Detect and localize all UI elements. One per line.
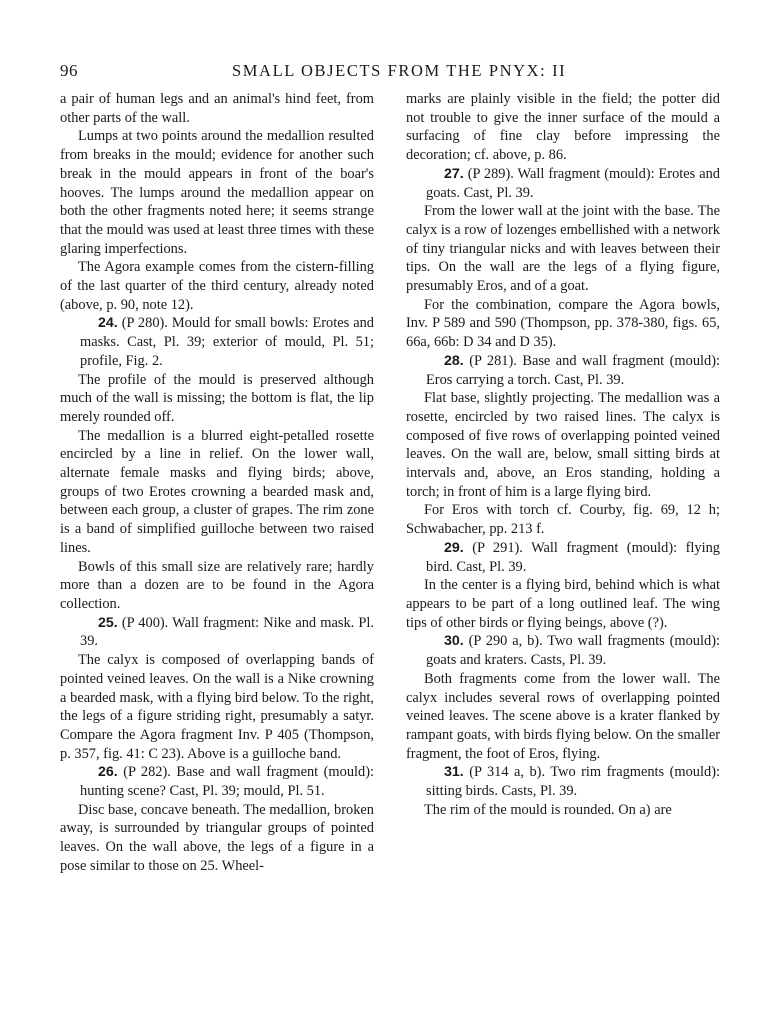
entry-27-number: 27.	[444, 165, 464, 182]
entry-27-title: (P 289). Wall fragment (mould): Erotes and goats. Cast, Pl. 39.	[426, 165, 720, 201]
entry-27-paragraph-1: From the lower wall at the joint with the base. The calyx is a row of lozenges embellished with a network of tiny triangular nicks and with leaves between their tips. On the wall are the legs of a flying figure, presumably Eros, and of a goat.	[406, 203, 720, 295]
entry-25-heading	[60, 614, 374, 651]
entry-29-title: (P 291). Wall fragment (mould): flying bird. Cast, Pl. 39.	[426, 539, 720, 575]
entry-30-paragraph-1: Both fragments come from the lower wall. The calyx includes several rows of overlapping pointed veined leaves. The scene above is a krater flanked by rampant goats, with birds flying below. On the smaller fragment, the foot of Eros, flying.	[406, 670, 721, 762]
entry-24-paragraph-3: Bowls of this small size are relatively rare; hardly more than a dozen are to be found in the Agora collection.	[60, 558, 374, 612]
entry-24-number: 24.	[98, 315, 118, 332]
page-header	[0, 61, 777, 83]
entry-30-number: 30.	[444, 633, 464, 650]
entry-28-number: 28.	[444, 352, 464, 369]
entry-28-heading	[406, 352, 720, 389]
paragraph-lumps: Lumps at two points around the medallion resulted from breaks in the mould; evidence for another such break in the mould appears in front of the boar's hooves. The lumps around the medallion appear on both the other fragments noted here; it seems strange that the mould was used at least three times with these glaring imperfections.	[60, 128, 374, 257]
entry-24-paragraph-2: The medallion is a blurred eight-petalled rosette encircled by a line in relief. On the lower wall, alternate female masks and flying birds; above, groups of two Erotes crowning a bearded mask and, between each group, a cluster of grapes. The rim zone is a band of simplified guilloche between two raised lines.	[60, 427, 374, 556]
entry-31-title: (P 314 a, b). Two rim fragments (mould): sitting birds. Casts, Pl. 39.	[426, 764, 720, 800]
entry-29-heading	[406, 539, 720, 576]
entry-25-paragraph-1: The calyx is composed of overlapping bands of pointed veined leaves. On the wall is a Nike crowning a bearded mask, with a flying bird below. To the right, the legs of a figure striding right, presumably a satyr. Compare the Agora fragment Inv. P 405 (Thompson, p. 357, fig. 41: C 23). Above is a guilloche band.	[60, 652, 374, 762]
entry-26-heading	[60, 763, 374, 800]
entry-27-heading	[406, 165, 720, 202]
entry-25-title: (P 400). Wall fragment: Nike and mask. Pl. 39.	[80, 614, 374, 650]
paragraph-continued: a pair of human legs and an animal's hind feet, from other parts of the wall.	[60, 91, 374, 126]
entry-26-paragraph-1: Disc base, concave beneath. The medallion, broken away, is surrounded by triangular groups of pointed leaves. On the wall above, the legs of a figure in a pose similar to those on 25. Wheel-	[60, 801, 374, 874]
entry-29-number: 29.	[444, 539, 464, 556]
running-title: SMALL OBJECTS FROM THE PNYX: II	[232, 61, 567, 80]
entry-26-number: 26.	[98, 764, 118, 781]
entry-28-paragraph-2: For Eros with torch cf. Courby, fig. 69, 12 h; Schwabacher, pp. 213 f.	[406, 502, 720, 538]
entry-30-title: (P 290 a, b). Two wall fragments (mould): goats and kraters. Casts, Pl. 39.	[426, 633, 720, 669]
paragraph-agora: The Agora example comes from the cistern-filling of the last quarter of the third century, already noted (above, p. 90, note 12).	[60, 259, 374, 313]
entry-24-paragraph-1: The profile of the mould is preserved although much of the wall is missing; the bottom is flat, the lip merely rounded off.	[60, 371, 374, 425]
entry-25-number: 25.	[98, 614, 118, 631]
page-number: 96	[60, 61, 78, 80]
left-column	[60, 90, 374, 876]
entry-24-title: (P 280). Mould for small bowls: Erotes and masks. Cast, Pl. 39; exterior of mould, Pl. 51; profile, Fig. 2.	[80, 315, 374, 369]
entry-27-paragraph-2: For the combination, compare the Agora bowls, Inv. P 589 and 590 (Thompson, pp. 378-380, figs. 65, 66a, 66b: D 34 and D 35).	[406, 296, 720, 351]
entry-26-title: (P 282). Base and wall fragment (mould): hunting scene? Cast, Pl. 39; mould, Pl. 51.	[80, 764, 374, 800]
entry-31-heading	[406, 763, 720, 800]
entry-30-heading	[406, 632, 720, 669]
right-column	[406, 90, 720, 819]
entry-29-paragraph-1: In the center is a flying bird, behind which is what appears to be part of a long outlined leaf. The wing tips of other birds or flying beings, above (?).	[406, 577, 720, 631]
entry-31-number: 31.	[444, 764, 464, 781]
entry-24-heading	[60, 314, 374, 370]
entry-28-paragraph-1: Flat base, slightly projecting. The medallion was a rosette, encircled by two raised lines. The calyx is composed of five rows of overlapping pointed veined leaves. On the wall are, below, small sitting birds at intervals and, above, an Eros standing, holding a torch; in front of him is a large flying bird.	[406, 390, 720, 500]
entry-31-paragraph-1: The rim of the mould is rounded. On a) are	[424, 801, 672, 818]
entry-28-title: (P 281). Base and wall fragment (mould): Eros carrying a torch. Cast, Pl. 39.	[426, 352, 720, 388]
paragraph-continued: marks are plainly visible in the field; the potter did not trouble to give the inner surface of the mould a surfacing of fine clay before impressing the decoration; cf. above, p. 86.	[406, 91, 720, 164]
